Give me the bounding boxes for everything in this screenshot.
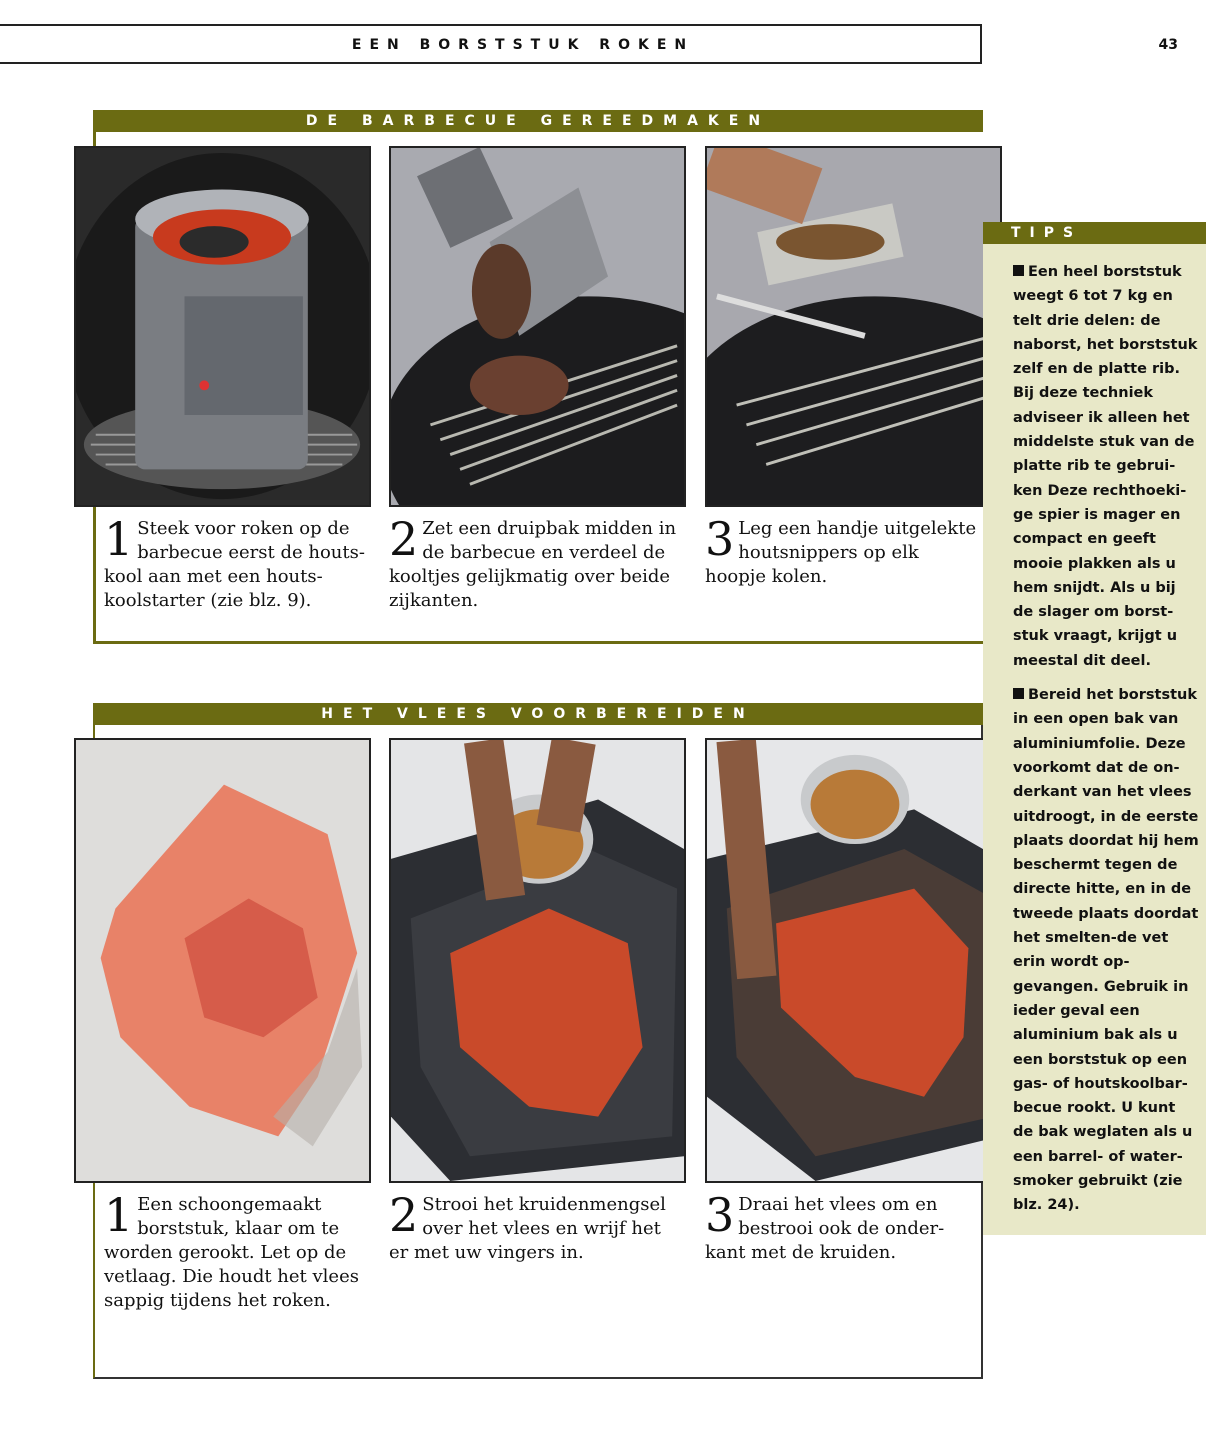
- tips-body: [1013, 260, 1199, 1228]
- step-number: 3: [705, 512, 735, 566]
- tips-title: TIPS: [1011, 225, 1083, 241]
- step-text: Steek voor roken op de barbecue eerst de houts-kool aan met een houts-koolstarter (zie blz. 9).: [104, 518, 365, 611]
- step-text: Zet een druipbak midden in de barbecue en verdeel de kooltjes gelijkmatig over beide zijkanten.: [389, 518, 677, 611]
- square-bullet-icon: [1013, 265, 1024, 276]
- step-number: 3: [705, 1188, 735, 1242]
- step-caption: [104, 1188, 379, 1313]
- step-number: 1: [104, 512, 134, 566]
- photo-raw-brisket: [74, 738, 371, 1183]
- page-number: 43: [1158, 37, 1178, 53]
- photo-rubbing-spices: [389, 738, 686, 1183]
- tip-text: Bereid het borststuk in een open bak van aluminiumfolie. Deze voorkomt dat de on-derkant van het vlees uitdroogt, in de eerste plaats doordat hij hem beschermt tegen de directe hitte, en in de tweede plaats doordat het smelten-de vet erin wordt op-gevangen. Gebruik in ieder geval een aluminium bak als u een borststuk op een gas- of houtskoolbar-becue rookt. U kunt de bak weglaten als u een barrel- of water-smoker gebruikt (zie blz. 24).: [1013, 687, 1199, 1214]
- tip-text: Een heel borststuk weegt 6 tot 7 kg en telt drie delen: de naborst, het borststuk zelf en de platte rib. Bij deze techniek adviseer ik alleen het middelste stuk van de platte rib te gebrui-ken Deze rechthoeki-ge spier is mager en compact en geeft mooie plakken als u hem snijdt. Als u bij de slager om borst-stuk vraagt, krijgt u meestal dit deel.: [1013, 264, 1198, 669]
- step-text: Een schoongemaakt borststuk, klaar om te worden gerookt. Let op de vetlaag. Die houdt het vlees sappig tijdens het roken.: [104, 1194, 359, 1311]
- section-band-prepare-barbecue: [93, 110, 983, 132]
- step-number: 2: [389, 512, 419, 566]
- tips-band: [983, 222, 1206, 244]
- section-title: DE BARBECUE GEREEDMAKEN: [305, 113, 771, 129]
- tip-item: [1013, 260, 1199, 673]
- running-header-title: EEN BORSTSTUK ROKEN: [351, 37, 695, 53]
- photo-wood-chips: [705, 146, 1002, 507]
- photo-pouring-coals: [389, 146, 686, 507]
- step-text: Draai het vlees om en bestrooi ook de onder-kant met de kruiden.: [705, 1194, 945, 1263]
- step-number: 1: [104, 1188, 134, 1242]
- step-caption: [389, 1188, 679, 1265]
- step-caption: [705, 1188, 965, 1265]
- photo-turning-meat: [705, 738, 1002, 1183]
- tip-item: [1013, 683, 1199, 1218]
- tips-sidebar: [983, 222, 1206, 1235]
- section-band-prepare-meat: [93, 703, 983, 725]
- photo-chimney-starter: [74, 146, 371, 507]
- step-caption: [389, 512, 684, 613]
- step-caption: [705, 512, 980, 589]
- step-caption: [104, 512, 379, 613]
- section-title: HET VLEES VOORBEREIDEN: [321, 706, 755, 722]
- step-number: 2: [389, 1188, 419, 1242]
- square-bullet-icon: [1013, 688, 1024, 699]
- step-text: Strooi het kruidenmengsel over het vlees en wrijf het er met uw vingers in.: [389, 1194, 666, 1263]
- step-text: Leg een handje uitgelekte houtsnippers op elk hoopje kolen.: [705, 518, 977, 587]
